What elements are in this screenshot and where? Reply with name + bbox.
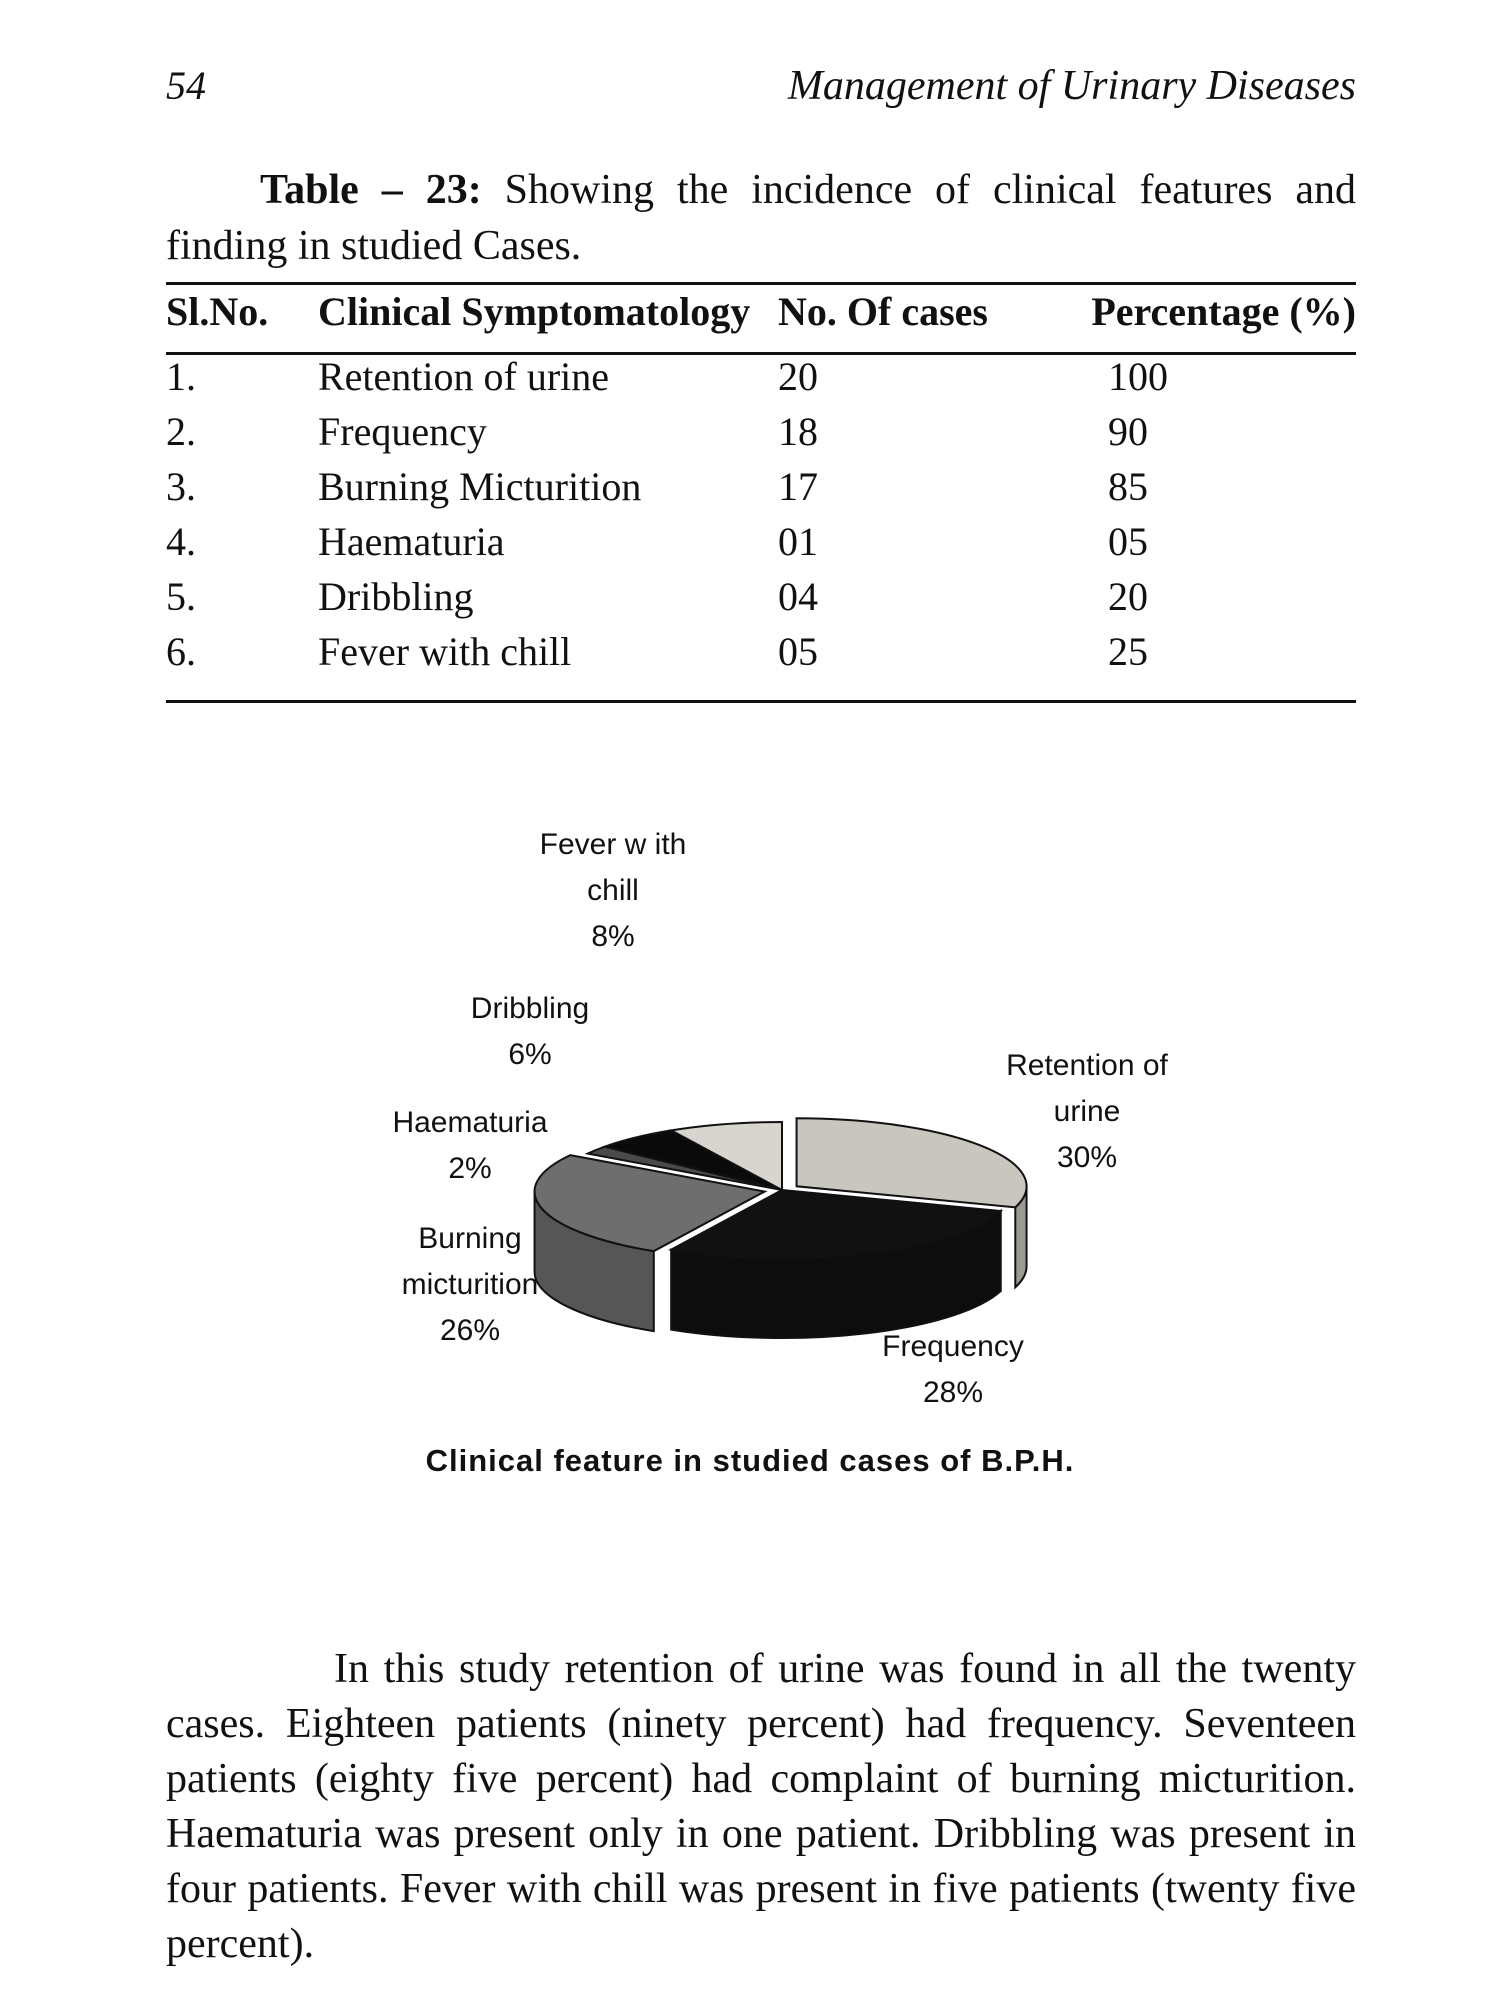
cell-symptom: Burning Micturition	[318, 464, 642, 509]
col-header-slno: Sl.No.	[166, 289, 269, 334]
cell-percentage: 100	[1108, 354, 1168, 399]
pie-label-burning-pct: 26%	[439, 1314, 501, 1347]
pie-label-dribbling	[440, 986, 620, 1078]
pie-chart	[0, 780, 1500, 1440]
pie-label-retention-line2: urine	[1053, 1095, 1121, 1128]
col-header-percentage: Percentage (%)	[1091, 289, 1356, 334]
table-row	[166, 404, 1356, 459]
cell-slno: 5.	[166, 574, 196, 619]
col-header-cases: No. Of cases	[778, 289, 988, 334]
pie-label-fever-pct: 8%	[591, 920, 635, 953]
body-paragraph	[166, 1642, 1356, 1972]
table-row	[166, 624, 1356, 679]
cell-symptom: Frequency	[318, 409, 487, 454]
table-caption	[166, 162, 1356, 274]
pie-label-burning-line2: micturition	[401, 1268, 539, 1301]
clinical-features-table	[166, 282, 1356, 679]
cell-slno: 2.	[166, 409, 196, 454]
body-paragraph-text: In this study retention of urine was found in all the twenty cases. Eighteen patients (ninety percent) had frequency. Seventeen patients (eighty five percent) had complaint of burning micturition. Haematuria was present only in one patient. Dribbling was present in four patients. Fever with chill was present in five patients (twenty five percent).	[166, 1646, 1356, 1967]
cell-cases: 01	[778, 519, 818, 564]
table-header-row	[166, 282, 1356, 349]
cell-symptom: Dribbling	[318, 574, 474, 619]
cell-symptom: Retention of urine	[318, 354, 610, 399]
pie-label-haematuria	[370, 1100, 570, 1192]
table-row	[166, 514, 1356, 569]
pie-label-retention-pct: 30%	[1056, 1141, 1118, 1174]
pie-label-retention	[972, 1043, 1202, 1181]
cell-percentage: 85	[1108, 464, 1148, 509]
cell-slno: 6.	[166, 629, 196, 674]
pie-label-fever	[508, 822, 718, 960]
table-row	[166, 459, 1356, 514]
pie-label-frequency-pct: 28%	[922, 1376, 984, 1409]
cell-cases: 18	[778, 409, 818, 454]
cell-cases: 17	[778, 464, 818, 509]
pie-label-fever-line1: Fever w ith	[539, 828, 687, 861]
cell-slno: 1.	[166, 354, 196, 399]
table-bottom-rule	[166, 700, 1356, 703]
table-caption-text: Showing the incidence of clinical features and finding in studied Cases.	[166, 167, 1357, 269]
pie-label-frequency-name: Frequency	[882, 1330, 1024, 1363]
pie-label-haematuria-name: Haematuria	[392, 1106, 548, 1139]
pie-label-dribbling-name: Dribbling	[470, 992, 590, 1025]
chart-title: Clinical feature in studied cases of B.P.H.	[425, 1443, 1075, 1478]
pie-label-fever-line2: chill	[587, 874, 639, 907]
pie-label-dribbling-pct: 6%	[508, 1038, 552, 1071]
cell-symptom: Fever with chill	[318, 629, 572, 674]
running-head: Management of Urinary Diseases	[787, 63, 1356, 109]
cell-percentage: 05	[1108, 519, 1148, 564]
cell-cases: 05	[778, 629, 818, 674]
cell-symptom: Haematuria	[318, 519, 505, 564]
page-number: 54	[166, 63, 206, 108]
table-caption-label: Table – 23:	[260, 167, 482, 213]
cell-cases: 20	[778, 354, 818, 399]
table-row	[166, 569, 1356, 624]
pie-label-haematuria-pct: 2%	[448, 1152, 492, 1185]
cell-percentage: 25	[1108, 629, 1148, 674]
pie-label-frequency	[858, 1324, 1048, 1416]
pie-label-burning-line1: Burning	[418, 1222, 522, 1255]
pie-label-retention-line1: Retention of	[1006, 1049, 1168, 1082]
table-row	[166, 349, 1356, 404]
cell-slno: 4.	[166, 519, 196, 564]
col-header-symptom: Clinical Symptomatology	[318, 289, 751, 334]
cell-cases: 04	[778, 574, 818, 619]
cell-slno: 3.	[166, 464, 196, 509]
cell-percentage: 90	[1108, 409, 1148, 454]
pie-chart-area	[0, 780, 1500, 1540]
cell-percentage: 20	[1108, 574, 1148, 619]
pie-label-burning	[370, 1216, 570, 1354]
